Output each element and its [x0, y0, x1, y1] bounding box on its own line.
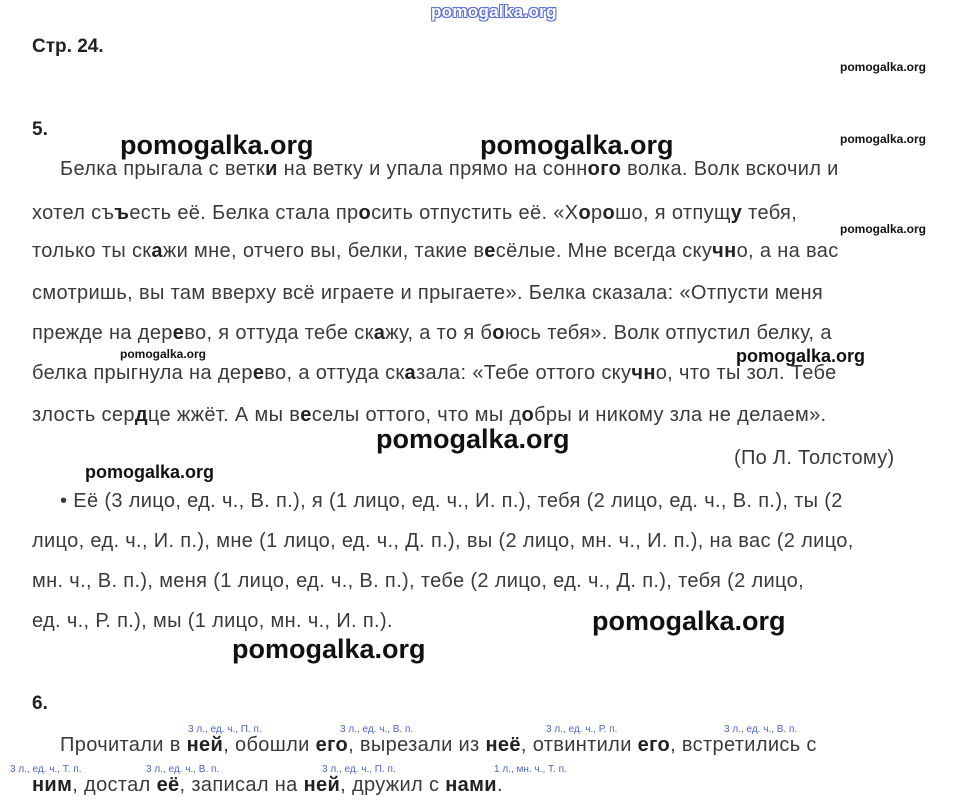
text-line: злость сердце жжёт. А мы веселы оттого, что мы добры и никому зла не делаем».: [32, 404, 827, 426]
grammar-note: 3 л., ед. ч., В. п.: [724, 724, 798, 735]
exercise-number: 6.: [32, 693, 48, 714]
text-line: хотел съъесть её. Белка стала просить отпустить её. «Хорошо, я отпущу тебя,: [32, 202, 798, 224]
watermark: pomogalka.org: [376, 424, 570, 454]
grammar-note: 3 л., ед. ч., Т. п.: [10, 764, 82, 775]
text-line: Прочитали в ней, обошли его, вырезали из неё, отвинтили его, встретились с: [60, 734, 817, 756]
watermark: pomogalka.org: [592, 606, 786, 636]
analysis-line: мн. ч., В. п.), меня (1 лицо, ед. ч., В. п.), тебе (2 лицо, ед. ч., Д. п.), тебя (2 лицо,: [32, 570, 804, 592]
watermark: pomogalka.org: [120, 130, 314, 160]
text-line: смотришь, вы там вверху всё играете и прыгаете». Белка сказала: «Отпусти меня: [32, 282, 824, 304]
grammar-note: 3 л., ед. ч., П. п.: [188, 724, 262, 735]
grammar-note: 3 л., ед. ч., П. п.: [322, 764, 396, 775]
watermark: pomogalka.org: [840, 222, 927, 236]
grammar-note: 3 л., ед. ч., В. п.: [340, 724, 414, 735]
watermark: pomogalka.org: [840, 60, 927, 74]
text-line: белка прыгнула на дерево, а оттуда сказала: «Тебе оттого скучно, что ты зол. Тебе: [32, 362, 837, 384]
top-watermark: pomogalka.org: [431, 2, 557, 21]
watermark: pomogalka.org: [85, 462, 215, 482]
grammar-note: 3 л., ед. ч., В. п.: [146, 764, 220, 775]
page-title: Стр. 24.: [32, 36, 104, 57]
text-line: прежде на дерево, я оттуда тебе скажу, а то я боюсь тебя». Волк отпустил белку, а: [32, 322, 832, 344]
watermark: pomogalka.org: [480, 130, 674, 160]
watermark: pomogalka.org: [232, 634, 426, 664]
watermark: pomogalka.org: [120, 347, 207, 361]
analysis-line: • Её (3 лицо, ед. ч., В. п.), я (1 лицо, ед. ч., И. п.), тебя (2 лицо, ед. ч., В. п.), ты (2: [60, 490, 843, 512]
grammar-note: 3 л., ед. ч., Р. п.: [546, 724, 618, 735]
text-line: Белка прыгала с ветки на ветку и упала прямо на сонного волка. Волк вскочил и: [60, 158, 839, 180]
analysis-line: лицо, ед. ч., И. п.), мне (1 лицо, ед. ч., Д. п.), вы (2 лицо, мн. ч., И. п.), на вас (2 лицо,: [32, 530, 854, 552]
watermark: pomogalka.org: [840, 132, 927, 146]
watermark: pomogalka.org: [736, 346, 866, 366]
author-credit: (По Л. Толстому): [734, 447, 895, 469]
text-line: только ты скажи мне, отчего вы, белки, такие весёлые. Мне всегда скучно, а на вас: [32, 240, 839, 262]
analysis-line: ед. ч., Р. п.), мы (1 лицо, мн. ч., И. п.).: [32, 610, 393, 632]
text-line: ним, достал её, записал на ней, дружил с нами.: [32, 774, 503, 796]
exercise-number: 5.: [32, 119, 48, 140]
grammar-note: 1 л., мн. ч., Т. п.: [494, 764, 567, 775]
